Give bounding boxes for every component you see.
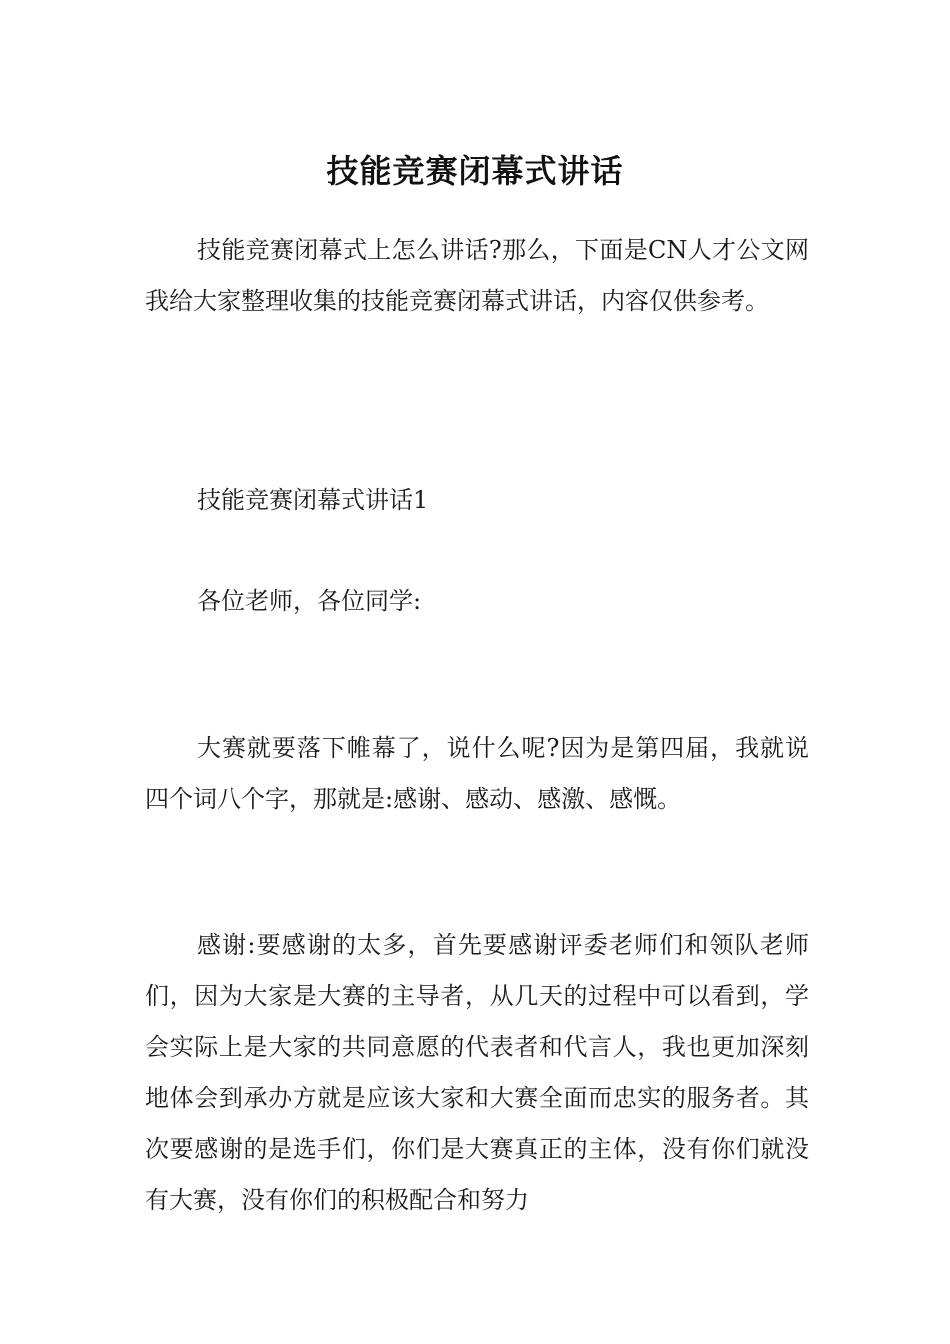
intro-paragraph: 技能竞赛闭幕式上怎么讲话?那么，下面是CN人才公文网我给大家整理收集的技能竞赛闭幕式讲话，内容仅供参考。 bbox=[145, 236, 809, 315]
body-paragraph: 感谢:要感谢的太多，首先要感谢评委老师们和领队老师们，因为大家是大赛的主导者，从几天的过程中可以看到，学会实际上是大家的共同意愿的代表者和代言人，我也更加深刻地体会到承办方就是应该大家和大赛全面而忠实的服务者。其次要感谢的是选手们，你们是大赛真正的主体，没有你们就没有大赛，没有你们的积极配合和努力 bbox=[145, 931, 809, 1214]
body-paragraph: 大赛就要落下帷幕了，说什么呢?因为是第四届，我就说四个词八个字，那就是:感谢、感动、感激、感慨。 bbox=[145, 734, 809, 813]
section-heading: 技能竞赛闭幕式讲话1 bbox=[197, 486, 429, 514]
greeting-paragraph: 各位老师，各位同学: bbox=[197, 587, 422, 615]
page-title: 技能竞赛闭幕式讲话 bbox=[326, 152, 624, 191]
